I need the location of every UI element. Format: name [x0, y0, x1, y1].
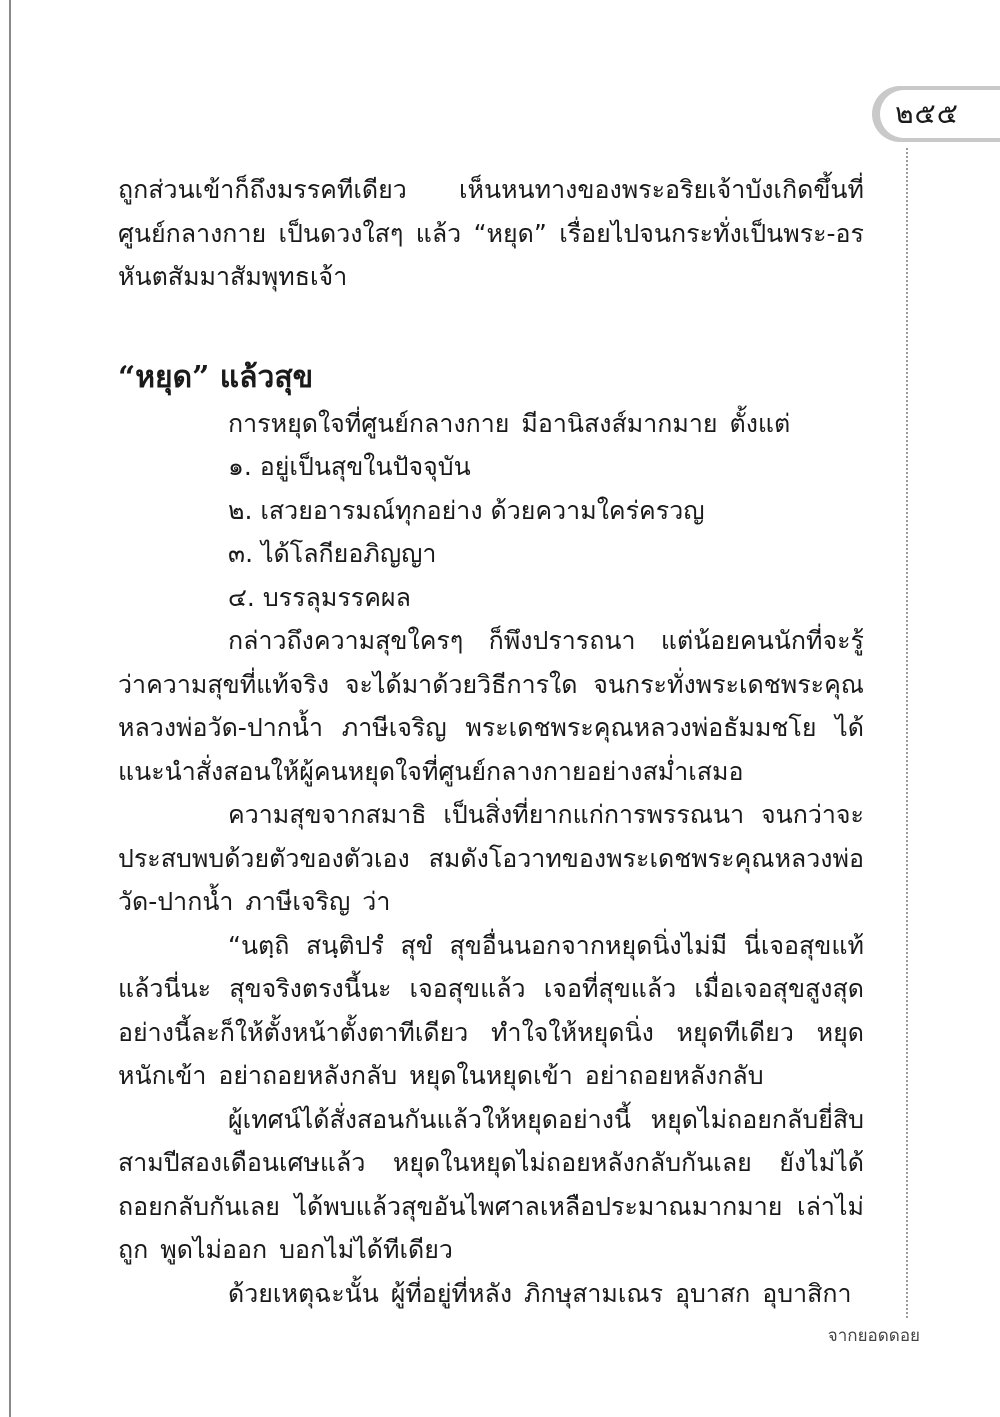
- intro-paragraph: ถูกส่วนเข้าก็ถึงมรรคทีเดียว เห็นหนทางของพระอริยเจ้าบังเกิดขึ้นที่ศูนย์กลางกาย เป็นดวงใสๆ แล้ว “หยุด” เรื่อยไปจนกระทั่งเป็นพระ-อรหันตสัมมาสัมพุทธเจ้า: [118, 175, 864, 291]
- quote-paragraph: “นตฺถิ สนฺติปรํ สุขํ สุขอื่นนอกจากหยุดนิ่งไม่มี นี่เจอสุขแท้แล้วนี่นะ สุขจริงตรงนี้นะ เจอสุขแล้ว เจอที่สุขแล้ว เมื่อเจอสุขสูงสุดอย่างนี้ละก็ให้ตั้งหน้าตั้งตาทีเดียว ทำใจให้หยุดนิ่ง หยุดทีเดียว หยุดหนักเข้า อย่าถอยหลังกลับ หยุดในหยุดเข้า อย่าถอยหลังกลับ: [118, 930, 864, 1090]
- benefit-item: ๓. ได้โลกียอภิญญา: [228, 539, 437, 568]
- benefit-item: ๒. เสวยอารมณ์ทุกอย่าง ด้วยความใคร่ครวญ: [228, 495, 705, 525]
- dotted-margin-rule: [906, 148, 908, 1318]
- section-heading: “หยุด” แล้วสุข: [118, 359, 314, 395]
- body-paragraph: กล่าวถึงความสุขใครๆ ก็พึงปรารถนา แต่น้อยคนนักที่จะรู้ว่าความสุขที่แท้จริง จะได้มาด้วยวิธีการใด จนกระทั่งพระเดชพระคุณหลวงพ่อวัด-ปากน้ำ ภาษีเจริญ พระเดชพระคุณหลวงพ่อธัมมชโย ได้แนะนำสั่งสอนให้ผู้คนหยุดใจที่ศูนย์กลางกายอย่างสม่ำเสมอ: [118, 626, 864, 786]
- book-title-footer: จากยอดดอย: [827, 1326, 920, 1346]
- left-margin-rule: [9, 0, 11, 1417]
- page-number-tab: [872, 86, 1000, 142]
- body-paragraph: ความสุขจากสมาธิ เป็นสิ่งที่ยากแก่การพรรณนา จนกว่าจะประสบพบด้วยตัวของตัวเอง สมดังโอวาทของพระเดชพระคุณหลวงพ่อวัด-ปากน้ำ ภาษีเจริญ ว่า: [118, 800, 864, 916]
- page-body: [118, 168, 864, 1315]
- spacer: [118, 299, 864, 356]
- page-number-tab-inner: [880, 90, 1000, 138]
- body-paragraph: ผู้เทศน์ได้สั่งสอนกันแล้วให้หยุดอย่างนี้ หยุดไม่ถอยกลับยี่สิบสามปีสองเดือนเศษแล้ว หยุดในหยุดไม่ถอยหลังกลับกันเลย ยังไม่ได้ถอยกลับกันเลย ได้พบแล้วสุขอันไพศาลเหลือประมาณมากมาย เล่าไม่ถูก พูดไม่ออก บอกไม่ได้ทีเดียว: [118, 1104, 864, 1264]
- benefit-item: ๔. บรรลุมรรคผล: [228, 582, 411, 612]
- benefit-item: ๑. อยู่เป็นสุขในปัจจุบัน: [228, 452, 471, 481]
- page-number: ๒๕๕: [895, 97, 959, 130]
- body-paragraph: ด้วยเหตุฉะนั้น ผู้ที่อยู่ที่หลัง ภิกษุสามเณร อุบาสก อุบาสิกา: [228, 1278, 852, 1308]
- section-lead: การหยุดใจที่ศูนย์กลางกาย มีอานิสงส์มากมาย ตั้งแต่: [228, 408, 791, 438]
